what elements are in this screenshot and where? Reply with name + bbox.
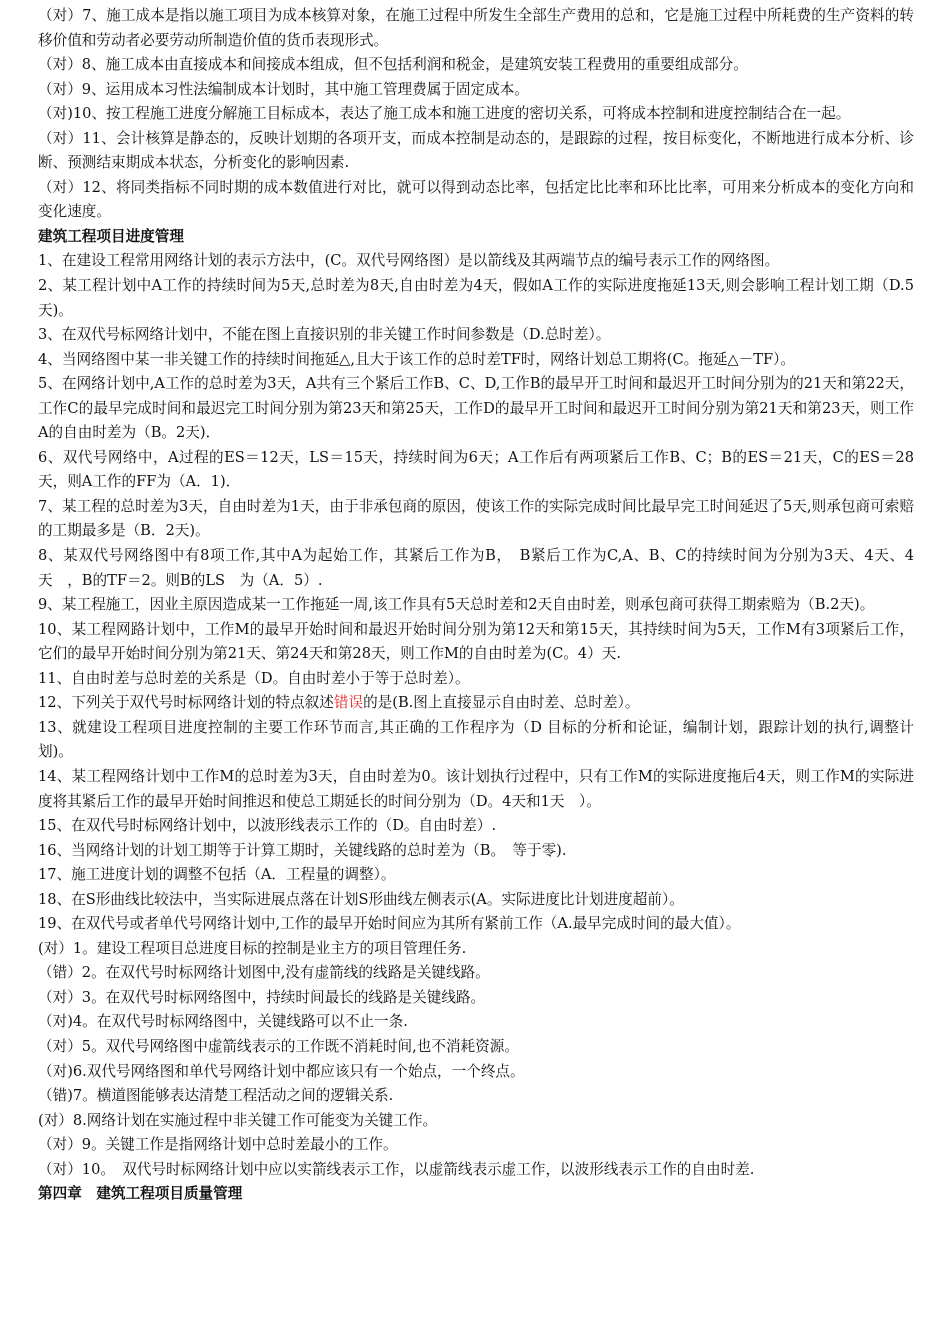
paragraph: 5、在网络计划中,A工作的总时差为3天，A共有三个紧后工作B、C、D,工作B的最早开工时间和最迟开工时间分别为的21天和第22天，工作C的最早完成时间和最迟完工时间分别为第23天和第25天，工作D的最早开工时间和最迟开工时间分别为第21天和第23天，则工作A的自由时差为（B。2天)．	[38, 375, 914, 442]
paragraph: 7、某工程的总时差为3天，自由时差为1天，由于非承包商的原因，使该工作的实际完成时间比最早完工时间延迟了5天,则承包商可索赔的工期最多是（B．2天)。	[38, 497, 914, 540]
paragraph: （对)6.双代号网络图和单代号网络计划中都应该只有一个始点，一个终点。	[38, 1062, 525, 1080]
paragraph: 18、在S形曲线比较法中，当实际进展点落在计划S形曲线左侧表示(A。实际进度比计划进度超前）。	[38, 890, 684, 908]
paragraph: （对）10。 双代号时标网络计划中应以实箭线表示工作，以虚箭线表示虚工作，以波形线表示工作的自由时差.	[38, 1160, 755, 1178]
paragraph: （对）5。双代号网络图中虚箭线表示的工作既不消耗时间,也不消耗资源。	[38, 1037, 519, 1055]
paragraph: 19、在双代号或者单代号网络计划中,工作的最早开始时间应为其所有紧前工作（A.最早完成时间的最大值）。	[38, 915, 741, 933]
paragraph: （对）9。关键工作是指网络计划中总时差最小的工作。	[38, 1136, 398, 1154]
paragraph: （对）11、会计核算是静态的，反映计划期的各项开支，而成本控制是动态的，是跟踪的过程，按目标变化，不断地进行成本分析、诊断、预测结束期成本状态，分析变化的影响因素.	[38, 129, 914, 172]
section-cost-answers	[38, 4, 914, 225]
section-heading-schedule: 建筑工程项目进度管理	[38, 227, 184, 245]
section-schedule-questions-cont	[38, 716, 914, 1182]
paragraph: 15、在双代号时标网络计划中，以波形线表示工作的（D。自由时差）.	[38, 817, 497, 835]
paragraph: 10、某工程网路计划中，工作M的最早开始时间和最迟开始时间分别为第12天和第15天，其持续时间为5天，工作M有3项紧后工作，它们的最早开始时间分别为第21天、第24天和第28天，则工作M的自由时差为(C。4）天.	[38, 620, 914, 663]
paragraph-item-12	[38, 691, 914, 716]
chapter-heading-quality: 第四章 建筑工程项目质量管理	[38, 1185, 243, 1203]
paragraph: （对）9、运用成本习性法编制成本计划时，其中施工管理费属于固定成本。	[38, 80, 529, 98]
paragraph: 1、在建设工程常用网络计划的表示方法中，(C。双代号网络图）是以箭线及其两端节点的编号表示工作的网络图。	[38, 252, 780, 270]
paragraph: （对）3。在双代号时标网络图中，持续时间最长的线路是关键线路。	[38, 988, 486, 1006]
highlight-wrong: 错误	[333, 694, 364, 712]
paragraph: 6、双代号网络中，A过程的ES＝12天，LS＝15天，持续时间为6天；A工作后有两项紧后工作B、C；B的ES＝21天，C的ES＝28天，则A工作的FF为（A．1)．	[38, 448, 914, 491]
paragraph: 17、施工进度计划的调整不包括（A．工程量的调整）。	[38, 866, 396, 884]
paragraph: (对）8.网络计划在实施过程中非关键工作可能变为关键工作。	[38, 1111, 438, 1129]
paragraph: 2、某工程计划中A工作的持续时间为5天,总时差为8天,自由时差为4天，假如A工作的实际进度拖延13天,则会影响工程计划工期（D.5天)。	[38, 277, 914, 319]
paragraph: （对）12、将同类指标不同时期的成本数值进行对比，就可以得到动态比率，包括定比比率和环比比率，可用来分析成本的变化方向和变化速度。	[38, 178, 914, 221]
paragraph: （错）2。在双代号时标网络计划图中,没有虚箭线的线路是关键线路。	[38, 964, 490, 982]
paragraph: （错)7。横道图能够表达清楚工程活动之间的逻辑关系.	[38, 1087, 394, 1105]
paragraph: (对）1。建设工程项目总进度目标的控制是业主方的项目管理任务.	[38, 939, 467, 957]
item12-suffix: 的是(B.图上直接显示自由时差、总时差）。	[363, 694, 640, 712]
paragraph: （对)4。在双代号时标网络图中，关键线路可以不止一条.	[38, 1013, 408, 1031]
paragraph: 3、在双代号标网络计划中，不能在图上直接识别的非关键工作时间参数是（D.总时差）。	[38, 326, 611, 344]
paragraph: （对)10、按工程施工进度分解施工目标成本，表达了施工成本和施工进度的密切关系，可将成本控制和进度控制结合在一起。	[38, 105, 851, 123]
paragraph: 16、当网络计划的计划工期等于计算工期时，关键线路的总时差为（B。 等于零).	[38, 841, 567, 859]
paragraph: 4、当网络图中某一非关键工作的持续时间拖延△,且大于该工作的总时差TF时，网络计划总工期将(C。拖延△－TF）。	[38, 350, 795, 368]
paragraph: （对）7、施工成本是指以施工项目为成本核算对象，在施工过程中所发生全部生产费用的总和，它是施工过程中所耗费的生产资料的转移价值和劳动者必要劳动所制造价值的货币表现形式。	[38, 7, 914, 49]
paragraph: 13、就建设工程项目进度控制的主要工作环节而言,其正确的工作程序为（D 目标的分析和论证，编制计划，跟踪计划的执行,调整计划)。	[38, 718, 914, 761]
paragraph: 14、某工程网络计划中工作M的总时差为3天，自由时差为0。该计划执行过程中，只有工作M的实际进度拖后4天，则工作M的实际进度将其紧后工作的最早开始时间推迟和使总工期延长的时间分别为（D。4天和1天 ）。	[38, 767, 914, 810]
paragraph: 9、某工程施工，因业主原因造成某一工作拖延一周,该工作具有5天总时差和2天自由时差，则承包商可获得工期索赔为（B.2天)。	[38, 596, 875, 614]
paragraph: 11、自由时差与总时差的关系是（D。自由时差小于等于总时差）。	[38, 669, 470, 687]
item12-prefix: 12、下列关于双代号时标网络计划的特点叙述	[38, 694, 334, 712]
section-schedule-questions	[38, 249, 914, 691]
paragraph: 8、某双代号网络图中有8项工作,其中A为起始工作，其紧后工作为B， B紧后工作为C,A、B、C的持续时间为分别为3天、4天、4天 ，B的TF＝2。则B的LS 为（A．5）.	[38, 547, 914, 589]
paragraph: （对）8、施工成本由直接成本和间接成本组成，但不包括利润和税金，是建筑安装工程费用的重要组成部分。	[38, 56, 748, 74]
